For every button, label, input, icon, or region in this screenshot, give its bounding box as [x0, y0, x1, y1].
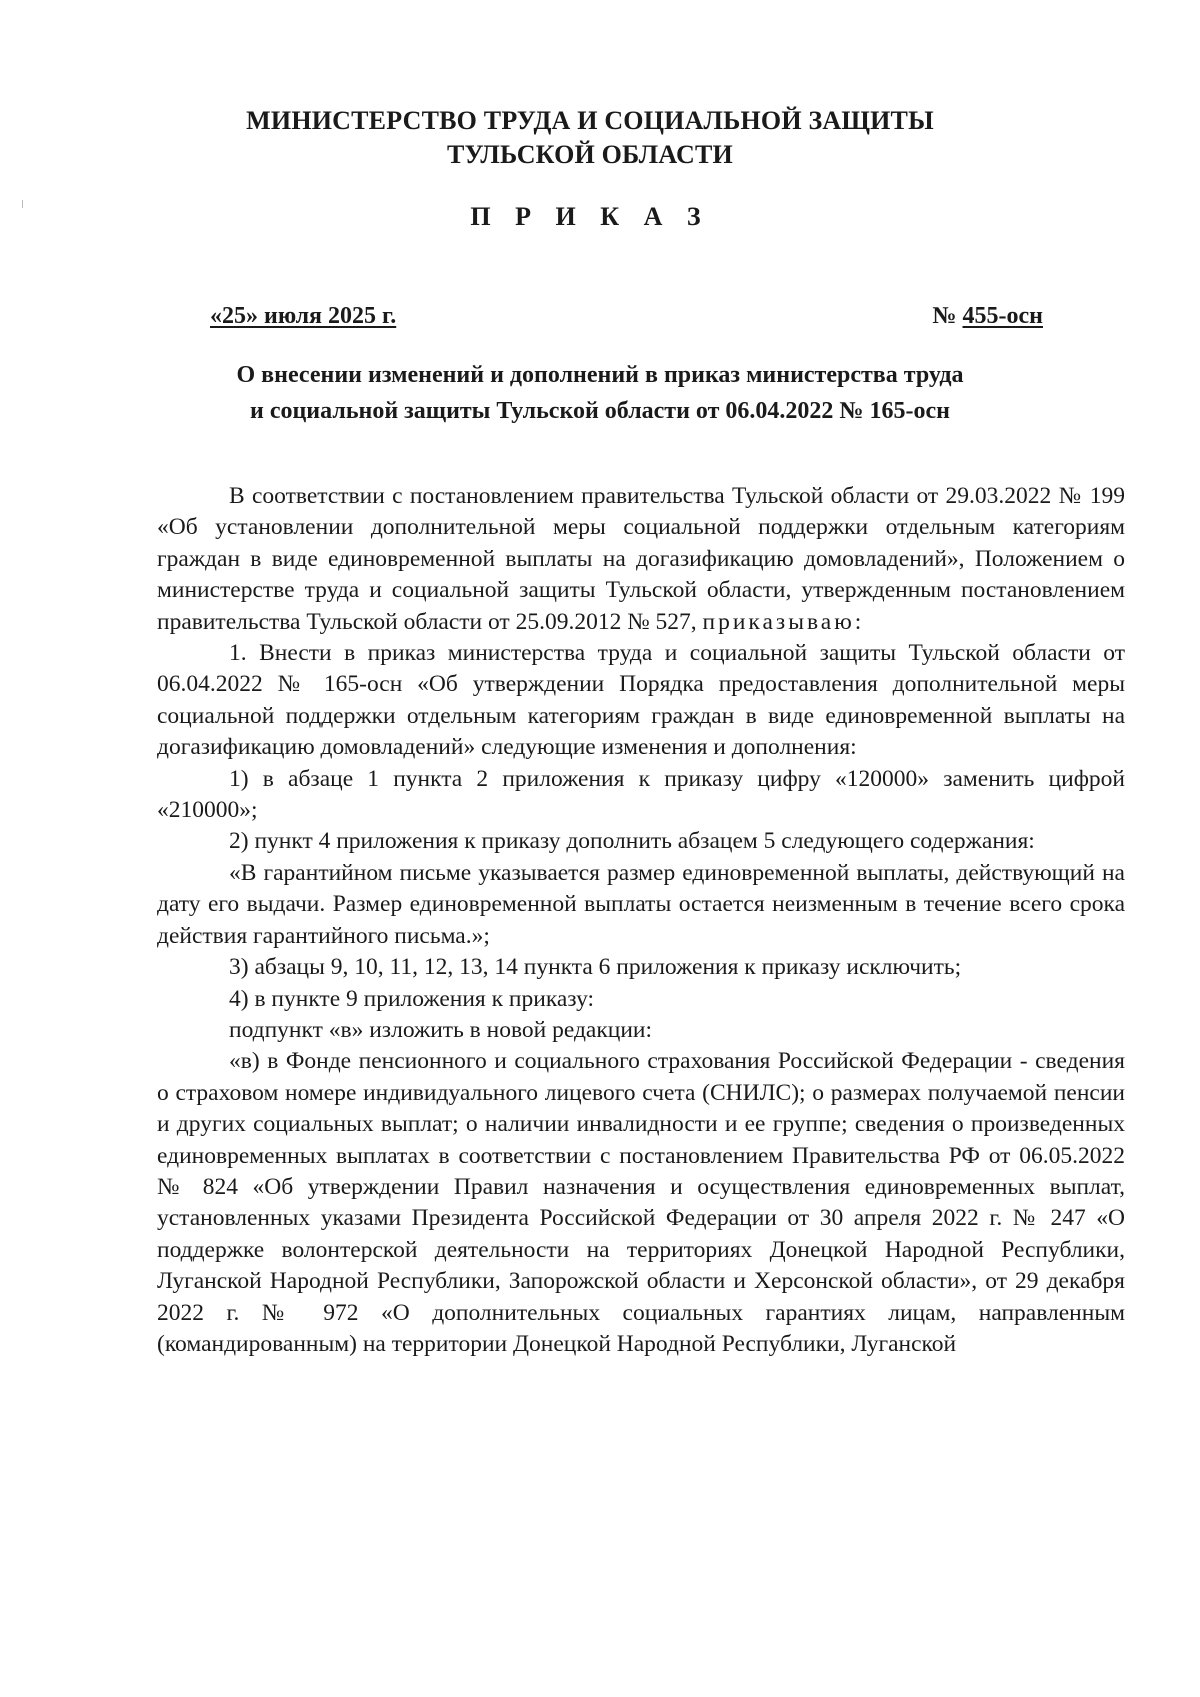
order-subject-line-1: О внесении изменений и дополнений в приказ министерства труда — [236, 362, 964, 388]
scan-edge-mark — [22, 200, 23, 208]
quoted-text-1: «В гарантийном письме указывается размер единовременной выплаты, действующий на дату его выдачи. Размер единовременной выплаты остается неизменным в течение всего срока действия гарантийного письма.»; — [157, 859, 1125, 949]
document-type-title: П Р И К А З — [470, 202, 710, 231]
order-number-value: 455-осн — [962, 303, 1043, 329]
subitem-2-paragraph: 2) пункт 4 приложения к приказу дополнить абзацем 5 следующего содержания: — [229, 828, 1035, 855]
subitem-4-paragraph: 4) в пункте 9 приложения к приказу: — [229, 985, 595, 1012]
organization-name-line-2: ТУЛЬСКОЙ ОБЛАСТИ — [446, 140, 733, 169]
subitem-4-intro: подпункт «в» изложить в новой редакции: — [229, 1016, 653, 1043]
order-date — [210, 300, 396, 332]
organization-name-line-1: МИНИСТЕРСТВО ТРУДА И СОЦИАЛЬНОЙ ЗАЩИТЫ — [246, 106, 934, 135]
preamble-action: приказываю: — [702, 608, 865, 635]
order-number-prefix: № — [932, 303, 963, 329]
subitem-1-paragraph: 1) в абзаце 1 пункта 2 приложения к приказу цифру «120000» заменить цифрой «210000»; — [157, 765, 1125, 824]
order-date-text: «25» июля 2025 г. — [210, 303, 397, 329]
quoted-text-2: «в) в Фонде пенсионного и социального страхования Российской Федерации - сведения о страховом номере индивидуального лицевого счета (СНИЛС); о размерах получаемой пенсии и других социальных выплат; о наличии инвалидности и ее группе; сведения о произведенных единовременных выплатах в соответствии с постановлением Правительства РФ от 06.05.2022 № 824 «Об утверждении Правил назначения и осуществления единовременных выплат, установленных указами Президента Российской Федерации от 30 апреля 2022 г. № 247 «О поддержке волонтерской деятельности на территориях Донецкой Народной Республики, Луганской Народной Республики, Запорожской области и Херсонской области», от 29 декабря 2022 г. № 972 «О дополнительных социальных гарантиях лицам, направленным (командированным) на территории Донецкой Народной Республики, Луганской — [157, 1048, 1125, 1357]
item-1-paragraph: 1. Внести в приказ министерства труда и социальной защиты Тульской области от 06.04.2022 № 165-осн «Об утверждении Порядка предоставления дополнительной меры социальной поддержки отдельным категориям граждан в виде единовременной выплаты на догазификацию домовладений» следующие изменения и дополнения: — [157, 640, 1125, 761]
order-subject-line-2: и социальной защиты Тульской области от 06.04.2022 № 165-осн — [250, 398, 950, 424]
preamble-text: В соответствии с постановлением правительства Тульской области от 29.03.2022 № 199 «Об установлении дополнительной меры социальной поддержки отдельным категориям граждан в виде единовременной выплаты на догазификацию домовладений», Положением о министерстве труда и социальной защиты Тульской области, утвержденным постановлением правительства Тульской области от 25.09.2012 № 527, — [157, 483, 1125, 635]
subitem-3-paragraph: 3) абзацы 9, 10, 11, 12, 13, 14 пункта 6 приложения к приказу исключить; — [229, 954, 962, 981]
preamble-paragraph — [157, 481, 1125, 638]
order-number — [932, 300, 1043, 332]
document-body — [157, 481, 1125, 1360]
